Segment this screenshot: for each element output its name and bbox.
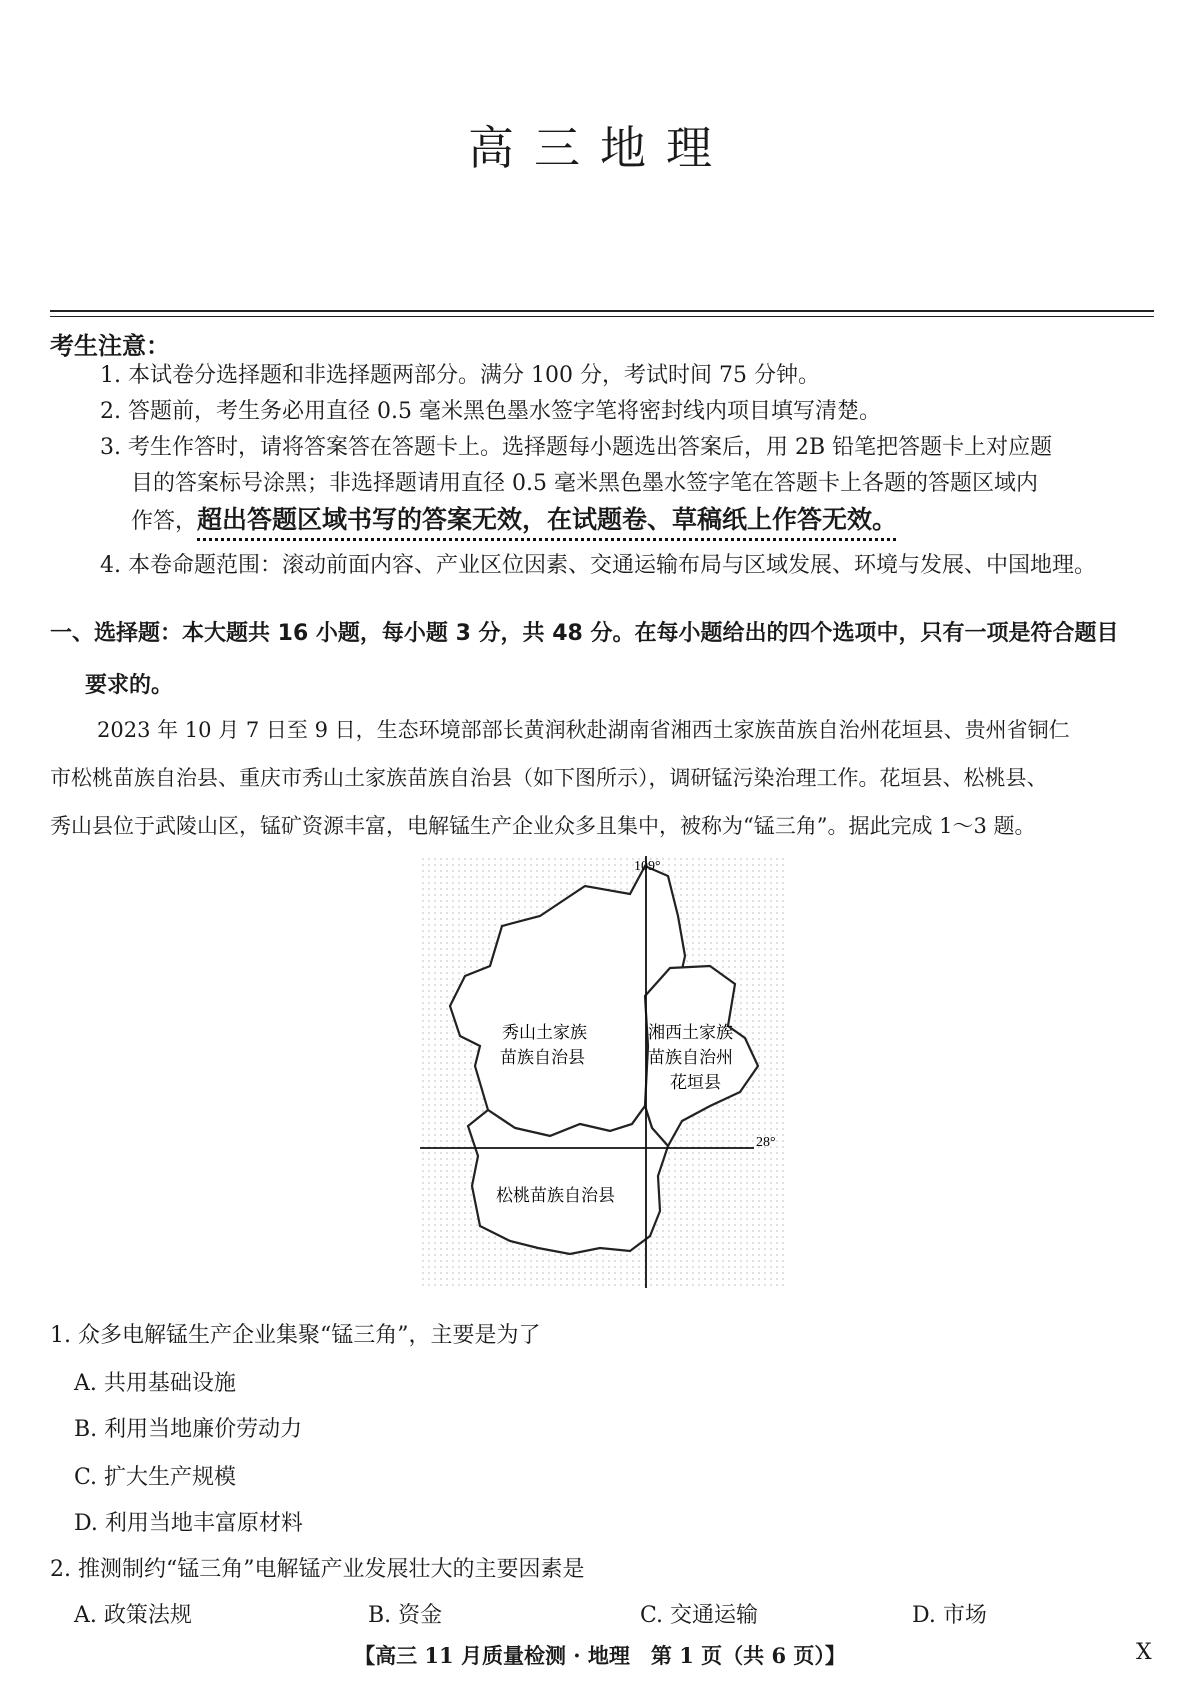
notice-item-3-prefix: 作答， — [131, 509, 198, 534]
notice-item-1: 1. 本试卷分选择题和非选择题两部分。满分 100 分，考试时间 75 分钟。 — [100, 363, 820, 388]
q2-option-a: A. 政策法规 — [74, 1603, 192, 1628]
q2-option-c: C. 交通运输 — [640, 1603, 759, 1628]
page-footer: 【高三 11 月质量检测 · 地理 第 1 页（共 6 页）】 — [354, 1643, 846, 1668]
passage-line-2: 市松桃苗族自治县、重庆市秀山土家族苗族自治县（如下图所示），调研锰污染治理工作。花垣县、松桃县、 — [50, 766, 1048, 790]
header-divider-thin — [50, 316, 1154, 317]
page-title: 高三地理 — [468, 121, 732, 175]
footer-mark: X — [1136, 1640, 1152, 1665]
notice-item-3-emphasis-line — [131, 506, 1161, 536]
passage-line-3: 秀山县位于武陵山区，锰矿资源丰富，电解锰生产企业众多且集中，被称为“锰三角”。据此完成 1～3 题。 — [50, 814, 1036, 838]
songtao-boundary — [468, 1106, 668, 1254]
section-heading: 一、选择题：本大题共 16 小题，每小题 3 分，共 48 分。在每小题给出的四个选项中，只有一项是符合题目 — [50, 621, 1119, 646]
q2-option-b: B. 资金 — [368, 1603, 443, 1628]
xiushan-label-1: 秀山土家族 — [502, 1023, 587, 1042]
question-1-stem: 1. 众多电解锰生产企业集聚“锰三角”，主要是为了 — [50, 1323, 541, 1348]
notice-item-3-cont: 目的答案标号涂黑；非选择题请用直径 0.5 毫米黑色墨水签字笔在答题卡上各题的答题区域内 — [131, 471, 1038, 496]
huayuan-label-3: 花垣县 — [670, 1073, 721, 1092]
q1-option-b: B. 利用当地廉价劳动力 — [74, 1417, 303, 1442]
huayuan-label-1: 湘西土家族 — [648, 1023, 733, 1042]
passage-line-1: 2023 年 10 月 7 日至 9 日，生态环境部部长黄润秋赴湖南省湘西土家族苗族自治州花垣县、贵州省铜仁 — [97, 718, 1070, 742]
huayuan-label-2: 苗族自治州 — [648, 1048, 733, 1067]
notice-emphasis: 超出答题区域书写的答案无效，在试题卷、草稿纸上作答无效。 — [197, 505, 898, 534]
lon-label: 109° — [634, 859, 661, 874]
q2-option-d: D. 市场 — [912, 1603, 987, 1628]
q1-option-a: A. 共用基础设施 — [74, 1371, 236, 1396]
notice-item-4: 4. 本卷命题范围：滚动前面内容、产业区位因素、交通运输布局与区域发展、环境与发展、中国地理。 — [100, 553, 1096, 578]
header-divider — [50, 310, 1154, 312]
notice-item-2: 2. 答题前，考生务必用直径 0.5 毫米黑色墨水签字笔将密封线内项目填写清楚。 — [100, 399, 881, 424]
question-2-stem: 2. 推测制约“锰三角”电解锰产业发展壮大的主要因素是 — [50, 1557, 585, 1582]
notice-item-3: 3. 考生作答时，请将答案答在答题卡上。选择题每小题选出答案后，用 2B 铅笔把答题卡上对应题 — [100, 435, 1053, 460]
songtao-label: 松桃苗族自治县 — [496, 1186, 615, 1205]
q1-option-d: D. 利用当地丰富原材料 — [74, 1511, 303, 1536]
xiushan-label-2: 苗族自治县 — [500, 1048, 585, 1067]
region-map — [420, 856, 784, 1288]
section-heading-cont: 要求的。 — [85, 673, 174, 698]
q1-option-c: C. 扩大生产规模 — [74, 1465, 237, 1490]
notice-heading: 考生注意： — [50, 332, 170, 360]
lat-label: 28° — [756, 1135, 776, 1150]
